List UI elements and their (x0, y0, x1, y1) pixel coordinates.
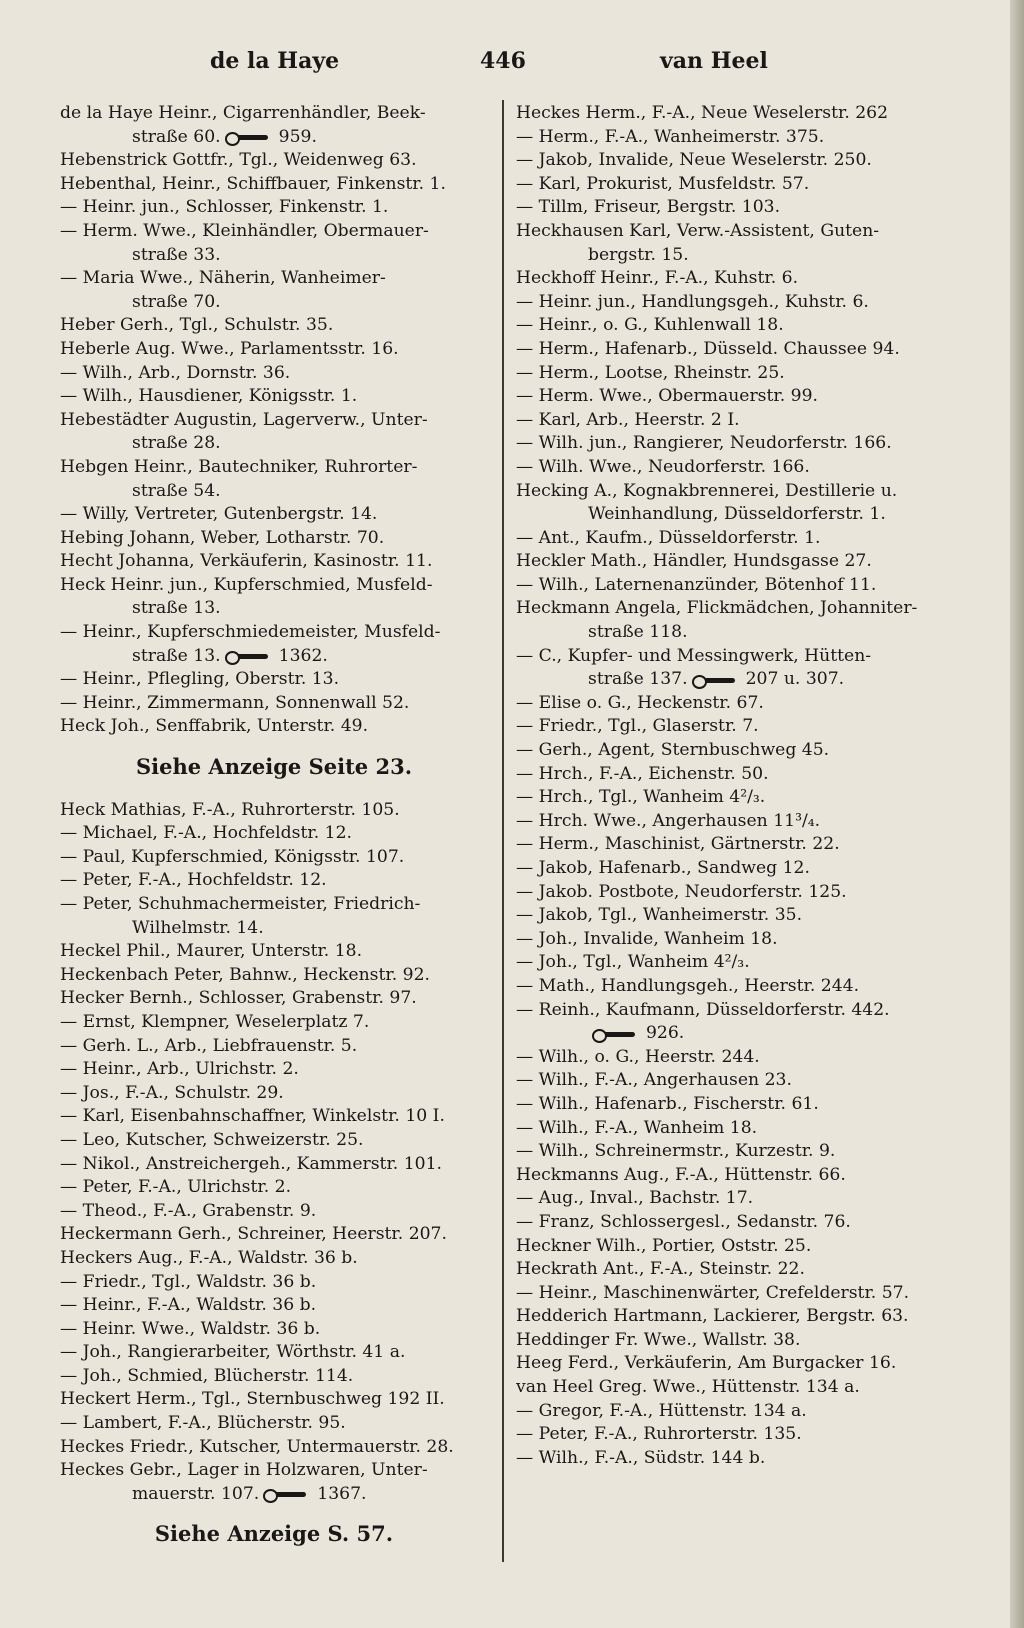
directory-entry-line (60, 432, 488, 456)
entry-text: — Nikol., Anstreichergeh., Kammerstr. 101. (60, 1153, 442, 1174)
entry-text: — Willy, Vertreter, Gutenbergstr. 14. (60, 504, 378, 525)
entry-text: — Herm., Maschinist, Gärtnerstr. 22. (516, 834, 840, 855)
directory-entry-line (516, 1352, 962, 1376)
directory-entry-line (60, 362, 488, 386)
entry-text: Weinhandlung, Düsseldorferstr. 1. (588, 504, 886, 525)
directory-entry-line (516, 645, 962, 669)
directory-entry-line (60, 550, 488, 574)
entry-text: Hebenthal, Heinr., Schiffbauer, Finkenstr. 1. (60, 173, 446, 194)
entry-text: Heckhoff Heinr., F.-A., Kuhstr. 6. (516, 268, 799, 289)
entry-text: — Michael, F.-A., Hochfeldstr. 12. (60, 823, 352, 844)
entry-text: Heber Gerh., Tgl., Schulstr. 35. (60, 315, 334, 336)
entry-text: — Franz, Schlossergesl., Sedanstr. 76. (516, 1211, 851, 1232)
directory-entry-line (516, 1046, 962, 1070)
header-left-keyword: de la Haye (210, 48, 340, 74)
directory-entry-line (60, 1412, 488, 1436)
entry-text: — Karl, Prokurist, Musfeldstr. 57. (516, 173, 810, 194)
directory-entry-line (60, 846, 488, 870)
entry-text: — Hrch. Wwe., Angerhausen 11³/₄. (516, 810, 821, 831)
directory-entry-line (60, 291, 488, 315)
entry-text: — Jakob, Invalide, Neue Weselerstr. 250. (516, 150, 872, 171)
directory-entry-line (60, 692, 488, 716)
entry-text: — Wilh. Wwe., Neudorferstr. 166. (516, 456, 810, 477)
directory-entry-line (516, 291, 962, 315)
telephone-icon (692, 673, 738, 687)
directory-entry-line (516, 1069, 962, 1093)
entry-text: — Wilh. jun., Rangierer, Neudorferstr. 166. (516, 433, 892, 454)
directory-entry-line (60, 1011, 488, 1035)
directory-entry-line (60, 1200, 488, 1224)
directory-entry-line (516, 1400, 962, 1424)
column-divider (502, 100, 504, 1562)
directory-entry-line (516, 597, 962, 621)
entry-text: — Herm., F.-A., Wanheimerstr. 375. (516, 126, 825, 147)
directory-entry-line (516, 928, 962, 952)
entry-text: straße 137. (588, 669, 688, 690)
directory-entry-line (60, 1436, 488, 1460)
telephone-number: 1367. (317, 1483, 367, 1504)
entry-text: — Joh., Tgl., Wanheim 4²/₃. (516, 952, 750, 973)
entry-text: Heckes Gebr., Lager in Holzwaren, Unter- (60, 1460, 428, 1481)
entry-text: — Joh., Invalide, Wanheim 18. (516, 928, 778, 949)
entry-text: straße 70. (132, 291, 221, 312)
directory-entry-line (516, 904, 962, 928)
directory-entry-line (516, 739, 962, 763)
entry-text: — Karl, Eisenbahnschaffner, Winkelstr. 10 I. (60, 1106, 445, 1127)
entry-text: Heck Mathias, F.-A., Ruhrorterstr. 105. (60, 799, 400, 820)
entry-text: — Elise o. G., Heckenstr. 67. (516, 692, 764, 713)
directory-entry-line (516, 692, 962, 716)
directory-entry-line (516, 126, 962, 150)
directory-entry-line (516, 267, 962, 291)
directory-entry-line (516, 1282, 962, 1306)
entry-text: Hecker Bernh., Schlosser, Grabenstr. 97. (60, 988, 417, 1009)
directory-entry-line (516, 480, 962, 504)
entry-text: Heck Heinr. jun., Kupferschmied, Musfeld- (60, 574, 433, 595)
entry-text: — Heinr., Zimmermann, Sonnenwall 52. (60, 692, 410, 713)
directory-entry-line (516, 857, 962, 881)
entry-text: Hebing Johann, Weber, Lotharstr. 70. (60, 527, 385, 548)
entry-text: — Heinr., Maschinenwärter, Crefelderstr. 57. (516, 1282, 910, 1303)
entry-text: — Herm. Wwe., Kleinhändler, Obermauer- (60, 220, 429, 241)
entry-text: Hebgen Heinr., Bautechniker, Ruhrorter- (60, 456, 418, 477)
entry-text: — Gerh. L., Arb., Liebfrauenstr. 5. (60, 1035, 358, 1056)
entry-text: — Peter, F.-A., Ulrichstr. 2. (60, 1177, 292, 1198)
directory-entry-line (60, 1129, 488, 1153)
directory-entry-line (60, 668, 488, 692)
directory-entry-line (60, 1105, 488, 1129)
entry-text: — Ernst, Klempner, Weselerplatz 7. (60, 1011, 370, 1032)
directory-entry-line (60, 799, 488, 823)
directory-entry-line (60, 940, 488, 964)
directory-entry-line (60, 1341, 488, 1365)
directory-entry-line (516, 314, 962, 338)
entry-text: — Hrch., Tgl., Wanheim 4²/₃. (516, 787, 766, 808)
advertisement-notice (60, 1506, 488, 1566)
directory-entry-line (60, 822, 488, 846)
entry-text: Heckmanns Aug., F.-A., Hüttenstr. 66. (516, 1164, 846, 1185)
directory-entry-line (516, 385, 962, 409)
entry-text: — Jakob, Tgl., Wanheimerstr. 35. (516, 905, 803, 926)
directory-entry-line (60, 220, 488, 244)
entry-text: bergstr. 15. (588, 244, 689, 265)
entry-text: Heckert Herm., Tgl., Sternbuschweg 192 II. (60, 1389, 445, 1410)
directory-entry-line (516, 1376, 962, 1400)
entry-text: straße 28. (132, 433, 221, 454)
directory-entry-line (60, 173, 488, 197)
entry-text: — Heinr., Pflegling, Oberstr. 13. (60, 669, 340, 690)
telephone-number: 926. (646, 1023, 685, 1044)
entry-text: straße 54. (132, 480, 221, 501)
directory-entry-line (516, 810, 962, 834)
entry-text: — Hrch., F.-A., Eichenstr. 50. (516, 763, 769, 784)
entry-text: Heckmann Angela, Flickmädchen, Johanniter- (516, 598, 918, 619)
entry-text: — Joh., Rangierarbeiter, Wörthstr. 41 a. (60, 1342, 406, 1363)
page-header (60, 48, 950, 82)
directory-entry-line (60, 964, 488, 988)
directory-entry-line (60, 574, 488, 598)
directory-entry-line (516, 786, 962, 810)
directory-entry-line (60, 1223, 488, 1247)
directory-entry-line (60, 1294, 488, 1318)
directory-entry-line (60, 1153, 488, 1177)
telephone-number: 1362. (278, 645, 328, 666)
entry-text: Siehe Anzeige Seite 23. (135, 754, 413, 780)
directory-entry-line (60, 869, 488, 893)
directory-entry-line (60, 1176, 488, 1200)
entry-text: — Leo, Kutscher, Schweizerstr. 25. (60, 1129, 364, 1150)
directory-entry-line (516, 1117, 962, 1141)
directory-entry-line (60, 480, 488, 504)
directory-entry-line (516, 1164, 962, 1188)
entry-text: — Heinr. Wwe., Waldstr. 36 b. (60, 1318, 321, 1339)
left-column (60, 102, 488, 1566)
entry-text: — Ant., Kaufm., Düsseldorferstr. 1. (516, 527, 821, 548)
entry-text: — Lambert, F.-A., Blücherstr. 95. (60, 1413, 346, 1434)
directory-entry-line (60, 409, 488, 433)
directory-entry-line (60, 917, 488, 941)
directory-entry-line (60, 338, 488, 362)
telephone-number: 959. (278, 126, 317, 147)
entry-text: Hebenstrick Gottfr., Tgl., Weidenweg 63. (60, 150, 417, 171)
entry-text: Heckes Herm., F.-A., Neue Weselerstr. 262 (516, 103, 889, 123)
directory-entry-line (516, 527, 962, 551)
entry-text: Heckermann Gerh., Schreiner, Heerstr. 207. (60, 1224, 447, 1245)
entry-text: Heckner Wilh., Portier, Oststr. 25. (516, 1235, 812, 1256)
telephone-icon (225, 130, 271, 144)
directory-entry-line (516, 102, 962, 126)
entry-text: — Maria Wwe., Näherin, Wanheimer- (60, 268, 386, 289)
entry-text: Hecht Johanna, Verkäuferin, Kasinostr. 11. (60, 551, 433, 572)
directory-entry-line (60, 102, 488, 126)
directory-entry-line (60, 1388, 488, 1412)
entry-text: — Heinr. jun., Handlungsgeh., Kuhstr. 6. (516, 291, 869, 312)
directory-entry-line (516, 668, 962, 692)
directory-entry-line (516, 1258, 962, 1282)
directory-entry-line (516, 362, 962, 386)
directory-entry-line (516, 456, 962, 480)
entry-text: — C., Kupfer- und Messingwerk, Hütten- (516, 645, 872, 666)
entry-text: — Jakob. Postbote, Neudorferstr. 125. (516, 881, 847, 902)
directory-entry-line (60, 987, 488, 1011)
entry-text: — Friedr., Tgl., Glaserstr. 7. (516, 716, 759, 737)
entry-text: — Gregor, F.-A., Hüttenstr. 134 a. (516, 1400, 807, 1421)
directory-entry-line (516, 715, 962, 739)
directory-entry-line (516, 951, 962, 975)
directory-entry-line (60, 1318, 488, 1342)
entry-text: — Joh., Schmied, Blücherstr. 114. (60, 1365, 354, 1386)
directory-entry-line (60, 456, 488, 480)
directory-entry-line (516, 173, 962, 197)
directory-entry-line (60, 244, 488, 268)
entry-text: — Theod., F.-A., Grabenstr. 9. (60, 1200, 317, 1221)
entry-text: — Wilh., Hausdiener, Königsstr. 1. (60, 386, 358, 407)
entry-text: Heckhausen Karl, Verw.-Assistent, Guten- (516, 220, 880, 241)
directory-entry-line (516, 1423, 962, 1447)
entry-text: Heck Joh., Senffabrik, Unterstr. 49. (60, 716, 369, 737)
entry-text: — Jakob, Hafenarb., Sandweg 12. (516, 858, 810, 878)
entry-text: mauerstr. 107. (132, 1483, 260, 1504)
entry-text: — Heinr., Arb., Ulrichstr. 2. (60, 1059, 299, 1080)
directory-entry-line (516, 621, 962, 645)
entry-text: — Friedr., Tgl., Waldstr. 36 b. (60, 1271, 317, 1292)
directory-entry-line (516, 975, 962, 999)
entry-text: — Heinr., F.-A., Waldstr. 36 b. (60, 1295, 317, 1316)
entry-text: — Paul, Kupferschmied, Königsstr. 107. (60, 846, 405, 867)
entry-text: Heberle Aug. Wwe., Parlamentsstr. 16. (60, 338, 399, 359)
directory-entry-line (516, 763, 962, 787)
entry-text: — Wilh., Laternenanzünder, Bötenhof 11. (516, 574, 877, 595)
directory-entry-line (60, 645, 488, 669)
telephone-icon (263, 1487, 309, 1501)
directory-entry-line (60, 267, 488, 291)
directory-entry-line (516, 1447, 962, 1471)
directory-entry-line (516, 833, 962, 857)
entry-text: straße 60. (132, 126, 221, 147)
entry-text: — Peter, F.-A., Hochfeldstr. 12. (60, 870, 327, 891)
directory-entry-line (516, 409, 962, 433)
entry-text: Siehe Anzeige S. 57. (154, 1521, 394, 1547)
entry-text: Heckel Phil., Maurer, Unterstr. 18. (60, 941, 363, 962)
entry-text: — Wilh., Schreinermstr., Kurzestr. 9. (516, 1141, 836, 1162)
directory-entry-line (60, 621, 488, 645)
entry-text: straße 13. (132, 645, 221, 666)
entry-text: — Karl, Arb., Heerstr. 2 I. (516, 409, 740, 430)
telephone-number: 207 u. 307. (745, 669, 845, 690)
entry-text: — Reinh., Kaufmann, Düsseldorferstr. 442. (516, 999, 890, 1020)
entry-text: — Peter, Schuhmachermeister, Friedrich- (60, 894, 421, 914)
directory-entry-line (516, 999, 962, 1023)
directory-entry-line (516, 1140, 962, 1164)
directory-entry-line (60, 1035, 488, 1059)
directory-entry-line (60, 1271, 488, 1295)
entry-text: straße 33. (132, 244, 221, 265)
directory-entry-line (60, 196, 488, 220)
entry-text: Hecking A., Kognakbrennerei, Destillerie u. (516, 480, 898, 501)
directory-entry-line (516, 503, 962, 527)
directory-entry-line (516, 432, 962, 456)
entry-text: Wilhelmstr. 14. (132, 917, 264, 938)
directory-entry-line (60, 314, 488, 338)
advertisement-notice (60, 739, 488, 799)
entry-text: — Wilh., F.-A., Südstr. 144 b. (516, 1447, 766, 1468)
directory-entry-line (60, 1483, 488, 1507)
entry-text: — Math., Handlungsgeh., Heerstr. 244. (516, 975, 860, 996)
directory-entry-line (516, 244, 962, 268)
directory-entry-line (516, 1329, 962, 1353)
directory-entry-line (516, 196, 962, 220)
directory-entry-line (516, 1305, 962, 1329)
entry-text: — Heinr., o. G., Kuhlenwall 18. (516, 315, 784, 336)
entry-text: Heddinger Fr. Wwe., Wallstr. 38. (516, 1329, 801, 1350)
entry-text: — Peter, F.-A., Ruhrorterstr. 135. (516, 1424, 802, 1445)
entry-text: — Herm., Lootse, Rheinstr. 25. (516, 362, 785, 383)
directory-entry-line (60, 715, 488, 739)
entry-text: Heeg Ferd., Verkäuferin, Am Burgacker 16. (516, 1353, 897, 1374)
directory-entry-line (516, 574, 962, 598)
entry-text: — Gerh., Agent, Sternbuschweg 45. (516, 740, 830, 761)
page-number: 446 (480, 48, 526, 74)
right-column (516, 102, 962, 1470)
entry-text: — Heinr. jun., Schlosser, Finkenstr. 1. (60, 197, 389, 218)
entry-text: Heckenbach Peter, Bahnw., Heckenstr. 92. (60, 964, 430, 985)
entry-text: Heckers Aug., F.-A., Waldstr. 36 b. (60, 1247, 358, 1268)
directory-entry-line (60, 1247, 488, 1271)
directory-entry-line (60, 1058, 488, 1082)
entry-text: Heckrath Ant., F.-A., Steinstr. 22. (516, 1259, 805, 1280)
directory-entry-line (516, 1211, 962, 1235)
directory-entry-line (60, 597, 488, 621)
entry-text: van Heel Greg. Wwe., Hüttenstr. 134 a. (516, 1377, 860, 1398)
entry-text: — Heinr., Kupferschmiedemeister, Musfeld- (60, 622, 441, 643)
directory-entry-line (516, 1093, 962, 1117)
entry-text: — Jos., F.-A., Schulstr. 29. (60, 1082, 284, 1103)
entry-text: — Herm. Wwe., Obermauerstr. 99. (516, 386, 818, 407)
page-edge (1010, 0, 1024, 1628)
directory-entry-line (60, 527, 488, 551)
entry-text: de la Haye Heinr., Cigarrenhändler, Beek- (60, 103, 426, 123)
entry-text: — Wilh., o. G., Heerstr. 244. (516, 1046, 760, 1067)
directory-entry-line (516, 1022, 962, 1046)
entry-text: — Wilh., Hafenarb., Fischerstr. 61. (516, 1093, 819, 1114)
entry-text: Hedderich Hartmann, Lackierer, Bergstr. 63. (516, 1306, 909, 1327)
directory-entry-line (60, 893, 488, 917)
directory-entry-line (516, 220, 962, 244)
entry-text: Heckler Math., Händler, Hundsgasse 27. (516, 551, 872, 572)
directory-entry-line (60, 1365, 488, 1389)
directory-entry-line (60, 385, 488, 409)
directory-entry-line (516, 550, 962, 574)
directory-entry-line (60, 1459, 488, 1483)
telephone-icon (592, 1027, 638, 1041)
directory-entry-line (516, 338, 962, 362)
directory-entry-line (60, 503, 488, 527)
directory-entry-line (60, 149, 488, 173)
directory-entry-line (516, 149, 962, 173)
entry-text: — Herm., Hafenarb., Düsseld. Chaussee 94. (516, 338, 900, 359)
entry-text: straße 118. (588, 622, 688, 643)
telephone-icon (225, 649, 271, 663)
entry-text: — Wilh., F.-A., Angerhausen 23. (516, 1070, 792, 1091)
directory-entry-line (516, 1187, 962, 1211)
directory-entry-line (60, 126, 488, 150)
directory-entry-line (60, 1082, 488, 1106)
entry-text: — Tillm, Friseur, Bergstr. 103. (516, 197, 781, 218)
entry-text: — Wilh., Arb., Dornstr. 36. (60, 362, 291, 383)
directory-entry-line (516, 881, 962, 905)
entry-text: — Wilh., F.-A., Wanheim 18. (516, 1117, 758, 1138)
entry-text: straße 13. (132, 598, 221, 619)
entry-text: — Aug., Inval., Bachstr. 17. (516, 1188, 754, 1209)
entry-text: Hebestädter Augustin, Lagerverw., Unter- (60, 409, 428, 430)
directory-entry-line (516, 1235, 962, 1259)
header-right-keyword: van Heel (660, 48, 768, 74)
entry-text: Heckes Friedr., Kutscher, Untermauerstr. 28. (60, 1436, 454, 1457)
